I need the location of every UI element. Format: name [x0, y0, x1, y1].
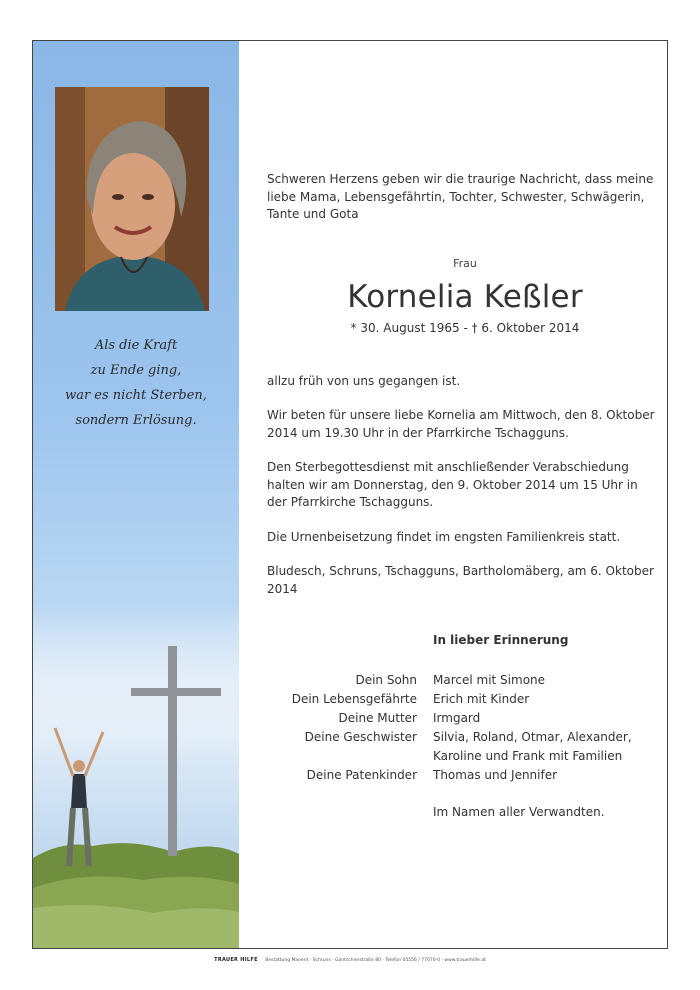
relative-names: Thomas und Jennifer [433, 768, 558, 782]
deceased-name: Kornelia Keßler [347, 279, 583, 315]
relative-label: Deine Patenkinder [306, 768, 417, 782]
footer-text: Bestattung Manent · Schruns · Gantschierstraße 80 · Telefon 05556 / 77070-0 · www.trauerhilfe.at [265, 958, 486, 963]
portrait-photo [55, 87, 209, 311]
relative-names: Silvia, Roland, Otmar, Alexander, Karoline und Frank mit Familien [433, 730, 632, 763]
relative-label: Dein Lebensgefährte [291, 692, 417, 706]
urn-burial-text: Die Urnenbeisetzung findet im engsten Familienkreis statt. [267, 530, 621, 544]
quote [39, 333, 233, 433]
passing-text: allzu früh von uns gegangen ist. [267, 374, 461, 388]
relative-names: Irmgard [433, 711, 481, 725]
salutation: Frau [453, 257, 477, 270]
closing-text: Im Namen aller Verwandten. [433, 805, 605, 819]
place-date-text: Bludesch, Schruns, Tschagguns, Bartholomäberg, am 6. Oktober 2014 [267, 564, 654, 596]
quote-line: sondern Erlösung. [75, 413, 197, 428]
quote-line: zu Ende ging, [90, 363, 182, 378]
summit-cross-photo [33, 608, 239, 948]
funeral-mass-text: Den Sterbegottesdienst mit anschließender Verabschiedung halten wir am Donnerstag, den 9. Oktober 2014 um 15 Uhr in der Pfarrkirche Tschagguns. [267, 460, 638, 510]
life-dates: * 30. August 1965 - † 6. Oktober 2014 [350, 321, 580, 335]
footer [0, 957, 700, 963]
obituary-card [32, 40, 668, 949]
relative-names: Erich mit Kinder [433, 692, 530, 706]
relative-label: Deine Mutter [338, 711, 417, 725]
footer-brand: TRAUER HILFE [214, 957, 258, 963]
relative-names: Marcel mit Simone [433, 673, 546, 687]
quote-line: war es nicht Sterben, [65, 388, 207, 403]
sidebar [33, 41, 239, 948]
prayer-text: Wir beten für unsere liebe Kornelia am Mittwoch, den 8. Oktober 2014 um 19.30 Uhr in der Pfarrkirche Tschagguns. [267, 408, 655, 440]
relative-label: Deine Geschwister [304, 730, 417, 744]
relative-label: Dein Sohn [355, 673, 417, 687]
remembrance-heading: In lieber Erinnerung [433, 633, 569, 647]
intro-text: Schweren Herzens geben wir die traurige Nachricht, dass meine liebe Mama, Lebensgefährtin, Tochter, Schwester, Schwägerin, Tante und Gota [267, 172, 654, 222]
quote-line: Als die Kraft [94, 338, 178, 353]
